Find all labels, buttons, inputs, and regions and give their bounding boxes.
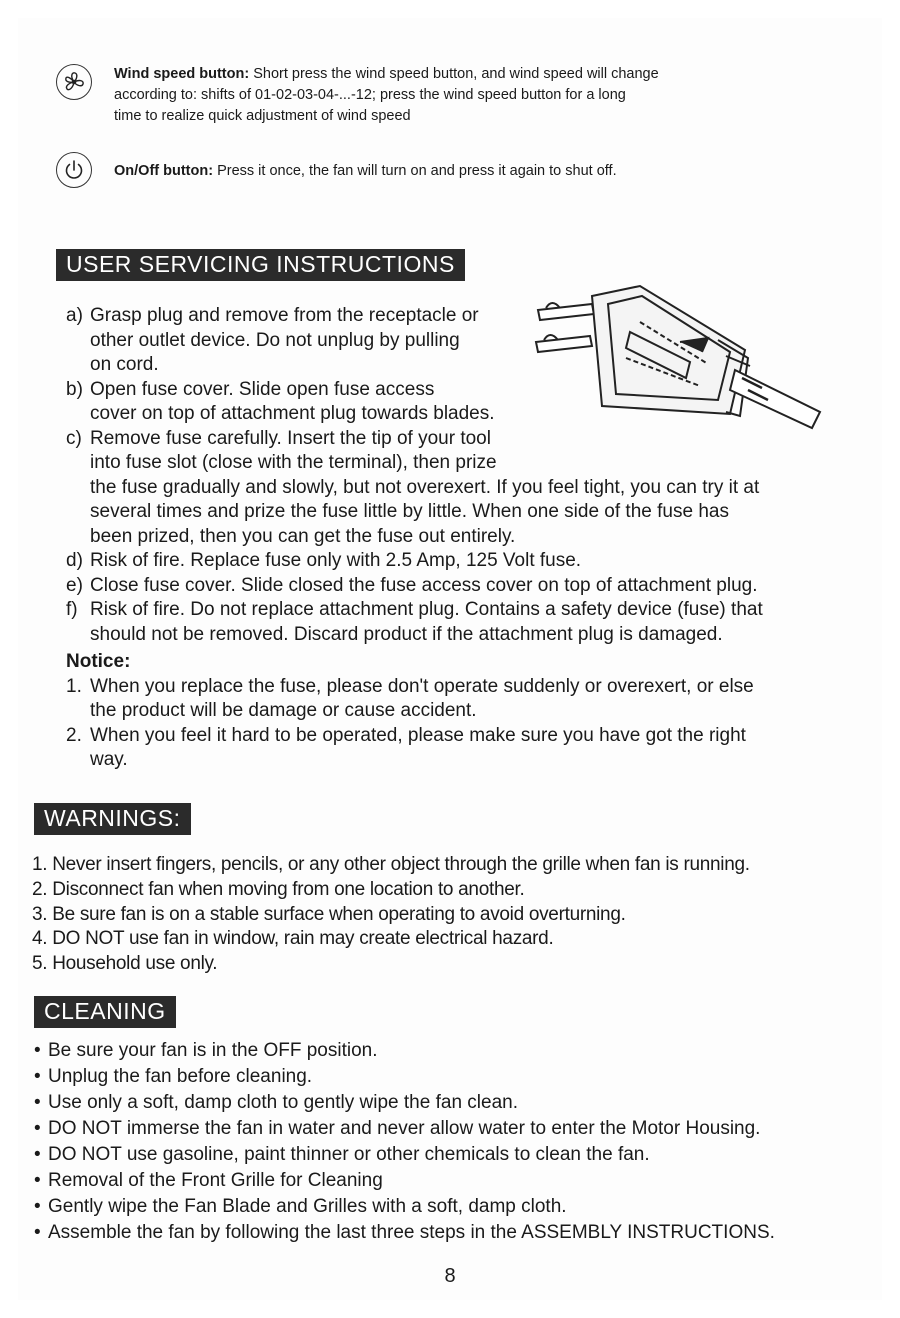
- servicing-item-e: [66, 574, 763, 599]
- item-line: Open fuse cover. Slide open fuse access: [90, 378, 435, 400]
- fan-icon: [56, 64, 92, 100]
- power-text: Press it once, the fan will turn on and press it again to shut off.: [217, 163, 617, 179]
- item-line: Grasp plug and remove from the receptacle or: [90, 305, 479, 326]
- item-label: b): [66, 378, 83, 400]
- servicing-item-a: [66, 304, 763, 378]
- item-label: c): [66, 427, 82, 449]
- item-label: d): [66, 550, 83, 571]
- list-item: 5. Household use only.: [32, 953, 218, 975]
- list-item: • DO NOT use gasoline, paint thinner or other chemicals to clean the fan.: [34, 1144, 650, 1165]
- list-item: • Unplug the fan before cleaning.: [34, 1066, 313, 1087]
- wind-speed-text-3: time to realize quick adjustment of wind speed: [114, 108, 411, 124]
- list-item-text: Be sure your fan is in the OFF position.: [48, 1040, 378, 1061]
- list-item: • DO NOT immerse the fan in water and never allow water to enter the Motor Housing.: [34, 1118, 761, 1139]
- list-item: 2. Disconnect fan when moving from one location to another.: [32, 878, 525, 900]
- item-label: 2.: [66, 724, 82, 746]
- item-line: should not be removed. Discard product if the attachment plug is damaged.: [90, 623, 723, 645]
- page-number: 8: [444, 1265, 456, 1287]
- power-icon: [56, 152, 92, 188]
- item-label: e): [66, 574, 83, 596]
- wind-speed-text-2: according to: shifts of 01-02-03-04-...-12; press the wind speed button for a long: [114, 87, 626, 103]
- list-item-text: Unplug the fan before cleaning.: [48, 1066, 313, 1087]
- list-item: 1. Never insert fingers, pencils, or any other object through the grille when fan is running.: [32, 854, 750, 875]
- servicing-item-f: [66, 598, 763, 647]
- list-item: • Use only a soft, damp cloth to gently wipe the fan clean.: [34, 1092, 518, 1113]
- warnings-heading: WARNINGS:: [34, 803, 191, 835]
- item-line: Remove fuse carefully. Insert the tip of your tool: [90, 427, 491, 449]
- servicing-item-d: [66, 549, 763, 574]
- notice-item-1: [66, 675, 763, 724]
- item-label: 1.: [66, 675, 82, 697]
- list-item-text: DO NOT immerse the fan in water and never allow water to enter the Motor Housing.: [48, 1118, 761, 1139]
- item-line: Close fuse cover. Slide closed the fuse access cover on top of attachment plug.: [90, 574, 758, 596]
- list-item-text: Removal of the Front Grille for Cleaning: [48, 1170, 383, 1191]
- item-line: been prized, then you can get the fuse out entirely.: [90, 525, 516, 547]
- servicing-item-c: [66, 427, 763, 550]
- item-label: f): [66, 599, 78, 620]
- cleaning-list: [34, 1038, 775, 1246]
- item-line: When you replace the fuse, please don't operate suddenly or overexert, or else: [90, 675, 754, 697]
- wind-speed-text-1: Short press the wind speed button, and wind speed will change: [253, 66, 659, 82]
- warnings-list: [32, 853, 750, 977]
- item-line: Risk of fire. Replace fuse only with 2.5 Amp, 125 Volt fuse.: [90, 550, 582, 571]
- notice-title: Notice:: [66, 651, 131, 672]
- item-line: several times and prize the fuse little by little. When one side of the fuse has: [90, 501, 729, 522]
- servicing-item-b: [66, 378, 763, 427]
- wind-speed-control: [56, 64, 776, 127]
- item-label: a): [66, 305, 83, 326]
- servicing-list: [66, 304, 763, 773]
- list-item: • Be sure your fan is in the OFF position.: [34, 1040, 378, 1061]
- power-title: On/Off button:: [114, 163, 214, 179]
- notice-item-2: [66, 724, 763, 773]
- item-line: other outlet device. Do not unplug by pulling: [90, 329, 460, 351]
- item-line: cover on top of attachment plug towards blades.: [90, 403, 495, 424]
- item-line: into fuse slot (close with the terminal), then prize: [90, 452, 497, 473]
- item-line: When you feel it hard to be operated, please make sure you have got the right: [90, 724, 746, 746]
- list-item: • Gently wipe the Fan Blade and Grilles with a soft, damp cloth.: [34, 1196, 567, 1217]
- list-item: • Removal of the Front Grille for Cleaning: [34, 1170, 383, 1191]
- list-item: 3. Be sure fan is on a stable surface when operating to avoid overturning.: [32, 903, 626, 925]
- item-line: Risk of fire. Do not replace attachment plug. Contains a safety device (fuse) that: [90, 599, 763, 620]
- list-item: • Assemble the fan by following the last three steps in the ASSEMBLY INSTRUCTIONS.: [34, 1222, 775, 1243]
- item-line: the fuse gradually and slowly, but not overexert. If you feel tight, you can try it at: [90, 476, 760, 498]
- list-item-text: Assemble the fan by following the last three steps in the ASSEMBLY INSTRUCTIONS.: [48, 1222, 775, 1243]
- cleaning-heading: CLEANING: [34, 996, 176, 1028]
- servicing-heading: USER SERVICING INSTRUCTIONS: [56, 249, 465, 281]
- list-item-text: Gently wipe the Fan Blade and Grilles with a soft, damp cloth.: [48, 1196, 567, 1217]
- list-item-text: Use only a soft, damp cloth to gently wipe the fan clean.: [48, 1092, 518, 1113]
- item-line: the product will be damage or cause accident.: [90, 700, 477, 721]
- wind-speed-title: Wind speed button:: [114, 66, 250, 82]
- item-line: on cord.: [90, 354, 159, 375]
- power-control: [56, 152, 776, 182]
- item-line: way.: [90, 749, 128, 770]
- list-item-text: DO NOT use gasoline, paint thinner or other chemicals to clean the fan.: [48, 1144, 650, 1165]
- list-item: 4. DO NOT use fan in window, rain may create electrical hazard.: [32, 928, 554, 950]
